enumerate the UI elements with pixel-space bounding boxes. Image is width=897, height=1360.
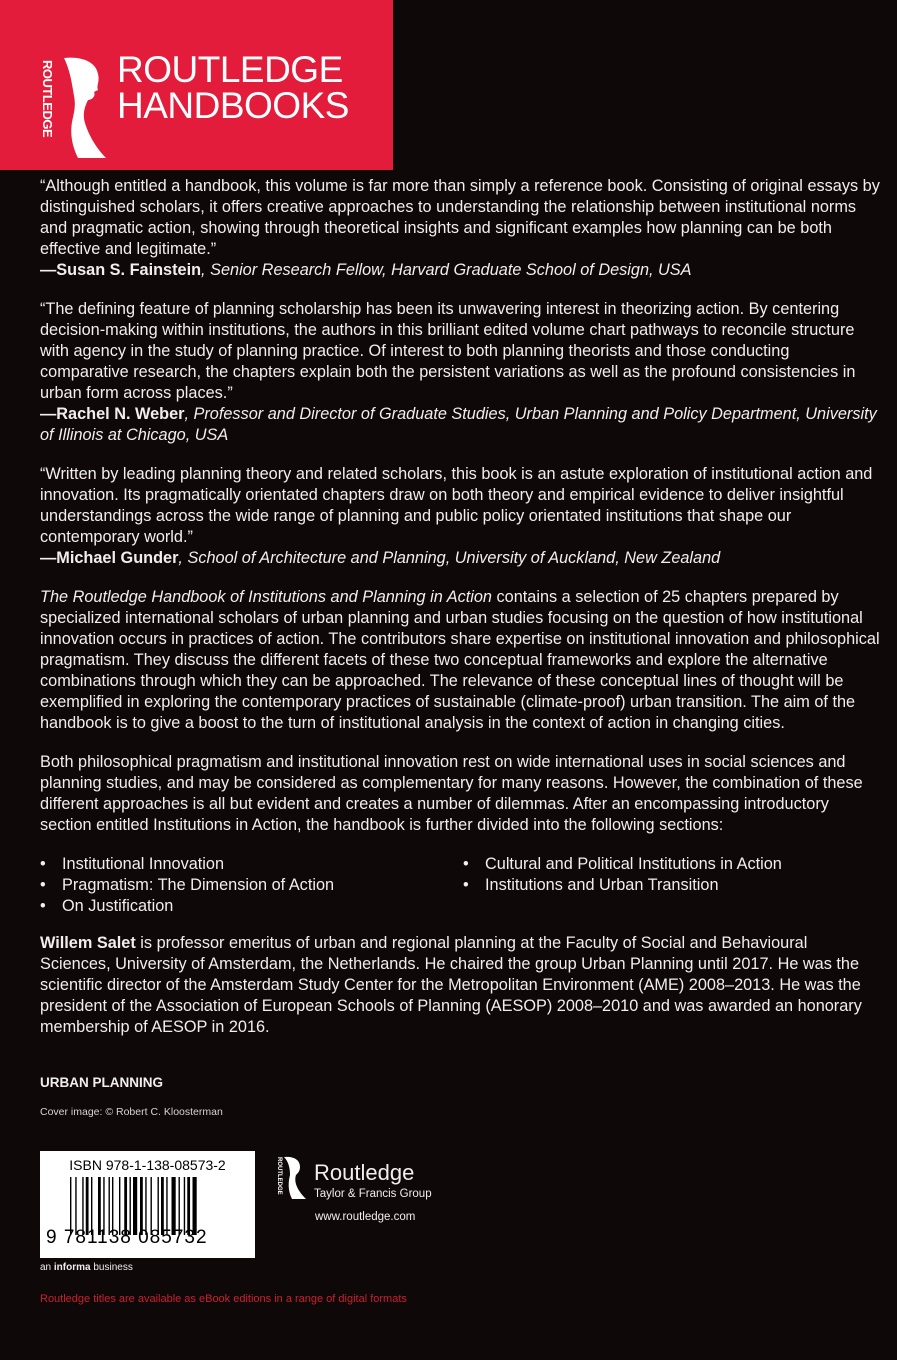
description-paragraph: [40, 587, 880, 734]
author-bio: [40, 933, 880, 1038]
section-item: • On Justification: [40, 896, 463, 917]
publisher-logo-vertical-text: ROUTLEDGE: [276, 1157, 282, 1195]
author-name: Willem Salet: [40, 934, 136, 952]
endorsement: [40, 176, 880, 281]
routledge-vertical-logo: ROUTLEDGE: [40, 60, 55, 138]
description-paragraph: Both philosophical pragmatism and institutional innovation rest on wide international uses in social sciences and planning studies, and may be considered as complementary for many reasons. However, the combination of these different approaches is all but evident and creates a number of dilemmas. After an encompassing introductory section entitled Institutions in Action, the handbook is further divided into the following sections:: [40, 753, 863, 834]
description-text: contains a selection of 25 chapters prepared by specialized international scholars of urban planning and urban studies focusing on the question of how institutional innovation occurs in practices of action. The contributors share expertise on institutional innovation and philosophical pragmatism. They discuss the different facets of these two conceptual frameworks and explore the alternative combinations through which they can be approached. The relevance of these conceptual lines of thought will be exemplified in exploring the contemporary practices of sustainable (climate-proof) urban transition. The aim of the handbook is to give a boost to the turn of institutional analysis in the context of action in changing cities.: [40, 588, 880, 732]
endorsement-quote: “Although entitled a handbook, this volume is far more than simply a reference book. Consisting of original essays by distinguished scholars, it offers creative approaches to understanding the relationship between institutional norms and pragmatic action, showing through theoretical insights and significant examples how planning can be both effective and legitimate.”: [40, 177, 880, 258]
endorsement-quote: “The defining feature of planning scholarship has been its unwavering interest in theorizing action. By centering decision-making within institutions, the authors in this brilliant edited volume chart pathways to reconcile structure with agency in the study of planning practice. Of interest to both planning theorists and those conducting comparative research, the chapters explain both the persistent variations as well as the profound consistencies in urban form across places.”: [40, 300, 856, 402]
author-bio-text: is professor emeritus of urban and regional planning at the Faculty of Social and Behavioural Sciences, University of Amsterdam, the Netherlands. He chaired the group Urban Planning until 2017. He was the scientific director of the Amsterdam Study Center for the Metropolitan Environment (AME) 2008–2013. He was the president of the Association of European Schools of Planning (AESOP) 2008–2010 and was awarded an honorary membership of AESOP in 2016.: [40, 934, 862, 1036]
publisher-group: Taylor & Francis Group: [314, 1188, 432, 1200]
informa-prefix: an: [40, 1262, 54, 1273]
publisher-name: Routledge: [314, 1160, 415, 1185]
isbn-barcode: [40, 1151, 255, 1258]
routledge-publisher-logo: [272, 1155, 308, 1201]
section-item: • Cultural and Political Institutions in Action: [463, 854, 880, 875]
routledge-r-profile-logo: [62, 56, 108, 160]
endorser-affiliation: , Professor and Director of Graduate Studies, Urban Planning and Policy Department, University of Illinois at Chicago, USA: [40, 405, 877, 444]
ebook-note: Routledge titles are available as eBook editions in a range of digital formats: [40, 1293, 407, 1305]
isbn-text: ISBN 978-1-138-08573-2: [69, 1157, 226, 1173]
series-banner: [0, 0, 393, 170]
cover-credit: Cover image: © Robert C. Kloosterman: [40, 1106, 223, 1118]
series-title: [117, 49, 349, 126]
section-item: • Institutions and Urban Transition: [463, 875, 880, 896]
series-title-line1: ROUTLEDGE: [117, 49, 343, 90]
endorser-affiliation: , School of Architecture and Planning, University of Auckland, New Zealand: [178, 549, 721, 567]
series-title-line2: HANDBOOKS: [117, 85, 349, 126]
subject-category: URBAN PLANNING: [40, 1075, 163, 1090]
endorser-name: —Susan S. Fainstein: [40, 261, 202, 279]
sections-list: [40, 854, 880, 917]
book-title: The Routledge Handbook of Institutions and Planning in Action: [40, 588, 492, 606]
endorser-affiliation: , Senior Research Fellow, Harvard Graduate School of Design, USA: [201, 261, 692, 279]
section-item: • Pragmatism: The Dimension of Action: [40, 875, 463, 896]
informa-brand: informa: [53, 1262, 91, 1273]
back-cover-text: [40, 176, 880, 1056]
section-item: • Institutional Innovation: [40, 854, 463, 875]
endorsement: [40, 299, 880, 446]
informa-tagline: [40, 1262, 133, 1273]
informa-suffix: business: [90, 1262, 133, 1273]
endorsement-quote: “Written by leading planning theory and related scholars, this book is an astute exploration of institutional action and innovation. Its pragmatically orientated chapters draw on both theory and empirical evidence to deliver insightful understandings across the wide range of planning and public policy orientated institutions that shape our contemporary world.”: [40, 465, 873, 546]
publisher-url[interactable]: www.routledge.com: [315, 1211, 416, 1223]
endorser-name: —Rachel N. Weber: [40, 405, 185, 423]
barcode-digits: 9 781138 085732: [46, 1227, 208, 1248]
endorsement: [40, 464, 880, 569]
endorser-name: —Michael Gunder: [40, 549, 179, 567]
